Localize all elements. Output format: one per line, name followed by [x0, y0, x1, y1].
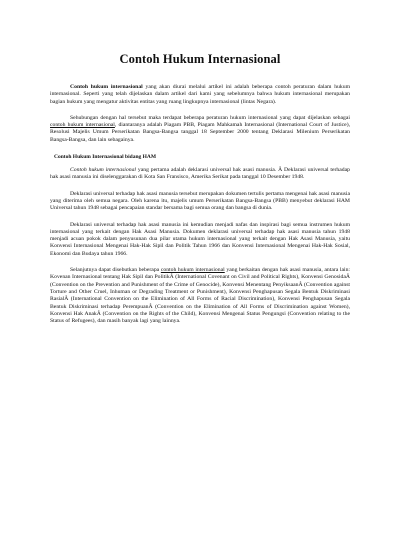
regulations-paragraph	[50, 115, 350, 144]
conventions-link[interactable]: contoh hukum internasional	[160, 267, 225, 274]
regulations-text-before: Sehubungan dengan hal tersebut maka terdapat beberapa peraturan hukum internasional yang dapat dijelaskan sebagai	[70, 114, 350, 121]
udhr-lead: Contoh hukum internasional	[70, 167, 136, 174]
document-title: Contoh Hukum Internasional	[119, 52, 281, 66]
conventions-text-after: yang berkaitan dengan hak asasi manusia, antara lain: Kovenan Internasional tentang Hak Sipil dan PolitikÂ (International Covenant on Civil and Political Rights), Konvensi GenosidaÂ (Convention on the Prevention and Punishment of the Crime of Genocide), Konvensi Menentang PenyiksaanÂ (Convention against Torture and Other Cruel, Inhuman or Degrading Treatment or Punishment), Konvensi Penghapusan Segala Bentuk Diskriminasi RasialÂ (International Convention on the Elimination of All Forms of Racial Discrimination), Konvensi Penghapusan Segala Bentuk Diskriminasi terhadap PerempuanÂ (Convention on the Elimination of All Forms of Discrimination against Women), Konvensi Hak AnakÂ (Convention on the Rights of the Child), Konvensi Mengenai Status Pengungsi (Convention relating to the Status of Refugees), dan masih banyak lagi yang lainnya.	[50, 267, 350, 325]
intro-text: yang akan diurai melalui artikel ini adalah beberapa contoh peraturan dalam hukum internasional. Seperti yang telah dijelaskan dalam artikel dari kami yang sebelumnya bahwa hukum internasional merupakan bagian hukum yang mengatur aktivitas entitas yang ruang lingkupnya internasional (lintas Negara).	[50, 84, 350, 105]
udhr-inspiration-paragraph: Deklarasi universal terhadap hak asasi manusia ini kemudian menjadi nafas dan inspirasi bagi semua instrumen hukum internasional yang terkait dengan Hak Asasi Manusia. Dokumen deklarasi universal terhadap hak asasi manusia tahun 1948 menjadi acuan pokok dalam penyusunan dua pilar utama hukum internasional yang terkait dengan Hak Asasi Manusia, yaitu Konvensi Internasional Mengenai Hak-Hak Sipil dan Politik Tahun 1966 dan Konvensi Internasional Mengenai Hak-Hak Sosial, Ekonomi dan Budaya tahun 1966.	[50, 221, 350, 257]
udhr-document-paragraph: Deklarasi universal terhadap hak asasi manusia tersebut merupakan dokumen tertulis pertama mengenai hak asasi manusia yang diterima oleh semua negara. Oleh karena itu, majelis umum Perserikatan Bangsa-Bangsa (PBB) menyebut deklarasi HAM Universal tahun 1948 sebagai pencapaian standar bersama bagi semua orang dan bangsa di dunia.	[50, 190, 350, 212]
conventions-paragraph	[50, 267, 350, 325]
section-heading-ham: Contoh Hukum Internasional bidang HAM	[54, 154, 157, 161]
regulations-link[interactable]: contoh hukum internasional	[50, 122, 115, 129]
udhr-text: yang pertama adalah deklarasi universal hak asasi manusia. Â Deklarasi universal terhadap hak asasi manusia ini diselenggarakan di Kota San Fransisco, Amerika Serikat pada tanggal 10 Desember 1948.	[50, 167, 351, 181]
intro-paragraph	[50, 84, 350, 106]
conventions-text-before: Selanjutnya dapat disebutkan beberapa	[70, 267, 161, 274]
regulations-text-after: , diantaranya adalah Piagam PBB, Piagam Mahkamah Internasional (International Court of Justice), Resolusi Majelis Umum Perserikatan Bangsa-Bangsa tanggal 18 September 2000 tentang Deklarasi Milenium Perserikatan Bangsa-Bangsa, dan lain sebagainya.	[50, 122, 351, 143]
intro-lead: Contoh hukum internasional	[70, 84, 143, 90]
udhr-paragraph	[50, 167, 350, 182]
